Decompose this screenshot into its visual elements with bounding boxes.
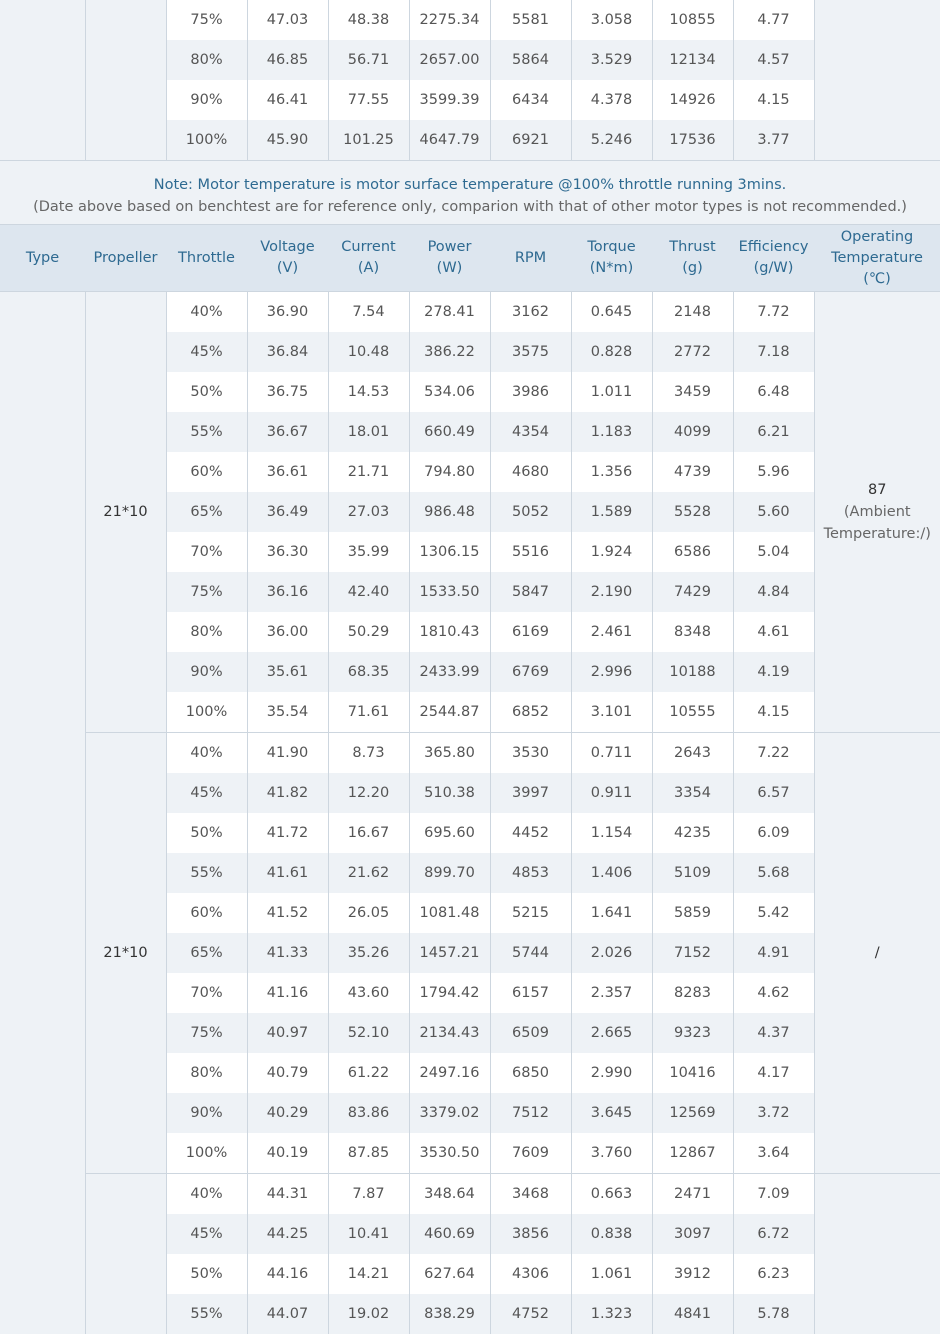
table-row xyxy=(0,0,940,40)
throttle-cell: 80% xyxy=(166,1053,247,1093)
data-cell: 5744 xyxy=(490,933,571,973)
data-cell: 2.026 xyxy=(571,933,652,973)
data-cell: 5859 xyxy=(652,893,733,933)
header-torque-unit: (N*m) xyxy=(590,260,634,276)
data-cell: 1.154 xyxy=(571,813,652,853)
data-cell: 44.07 xyxy=(247,1294,328,1334)
data-cell: 48.38 xyxy=(328,0,409,40)
data-cell: 6.23 xyxy=(733,1254,814,1294)
data-cell: 47.03 xyxy=(247,0,328,40)
data-cell: 10555 xyxy=(652,692,733,733)
data-cell: 3097 xyxy=(652,1214,733,1254)
data-cell: 348.64 xyxy=(409,1174,490,1215)
data-cell: 5.96 xyxy=(733,452,814,492)
data-cell: 83.86 xyxy=(328,1093,409,1133)
throttle-cell: 60% xyxy=(166,452,247,492)
data-cell: 365.80 xyxy=(409,733,490,774)
data-cell: 14926 xyxy=(652,80,733,120)
data-cell: 101.25 xyxy=(328,120,409,160)
data-cell: 627.64 xyxy=(409,1254,490,1294)
data-cell: 36.30 xyxy=(247,532,328,572)
data-cell: 5516 xyxy=(490,532,571,572)
temperature-value: 87 xyxy=(815,479,940,501)
data-cell: 3.645 xyxy=(571,1093,652,1133)
data-cell: 8.73 xyxy=(328,733,409,774)
data-cell: 46.85 xyxy=(247,40,328,80)
data-cell: 4.15 xyxy=(733,80,814,120)
data-cell: 18.01 xyxy=(328,412,409,452)
data-cell: 3.77 xyxy=(733,120,814,160)
header-torque-label: Torque xyxy=(587,239,635,255)
data-cell: 36.67 xyxy=(247,412,328,452)
header-current-unit: (A) xyxy=(358,260,379,276)
data-cell: 17536 xyxy=(652,120,733,160)
data-cell: 5.42 xyxy=(733,893,814,933)
throttle-cell: 75% xyxy=(166,0,247,40)
data-cell: 1.356 xyxy=(571,452,652,492)
data-cell: 36.49 xyxy=(247,492,328,532)
data-cell: 40.79 xyxy=(247,1053,328,1093)
data-cell: 4752 xyxy=(490,1294,571,1334)
data-cell: 386.22 xyxy=(409,332,490,372)
header-torque xyxy=(571,225,652,292)
data-cell: 61.22 xyxy=(328,1053,409,1093)
data-cell: 4841 xyxy=(652,1294,733,1334)
data-cell: 1306.15 xyxy=(409,532,490,572)
data-cell: 41.82 xyxy=(247,773,328,813)
top-table-body xyxy=(0,0,940,160)
throttle-cell: 45% xyxy=(166,332,247,372)
header-voltage-unit: (V) xyxy=(277,260,298,276)
data-cell: 1.183 xyxy=(571,412,652,452)
data-cell: 26.05 xyxy=(328,893,409,933)
data-cell: 5.68 xyxy=(733,853,814,893)
data-cell: 8283 xyxy=(652,973,733,1013)
data-cell: 36.90 xyxy=(247,292,328,333)
data-cell: 1.924 xyxy=(571,532,652,572)
data-cell: 27.03 xyxy=(328,492,409,532)
data-cell: 8348 xyxy=(652,612,733,652)
data-cell: 6.09 xyxy=(733,813,814,853)
data-cell: 3.760 xyxy=(571,1133,652,1174)
header-operating-temperature xyxy=(814,225,940,292)
throttle-cell: 70% xyxy=(166,973,247,1013)
data-cell: 6.21 xyxy=(733,412,814,452)
data-cell: 4.37 xyxy=(733,1013,814,1053)
data-cell: 4647.79 xyxy=(409,120,490,160)
data-cell: 1.641 xyxy=(571,893,652,933)
data-cell: 5581 xyxy=(490,0,571,40)
data-cell: 41.16 xyxy=(247,973,328,1013)
data-cell: 3599.39 xyxy=(409,80,490,120)
data-cell: 10416 xyxy=(652,1053,733,1093)
header-power-unit: (W) xyxy=(437,260,463,276)
data-cell: 12134 xyxy=(652,40,733,80)
data-cell: 50.29 xyxy=(328,612,409,652)
throttle-cell: 40% xyxy=(166,733,247,774)
data-cell: 4853 xyxy=(490,853,571,893)
throttle-cell: 80% xyxy=(166,40,247,80)
data-cell: 3.72 xyxy=(733,1093,814,1133)
data-cell: 21.62 xyxy=(328,853,409,893)
data-cell: 838.29 xyxy=(409,1294,490,1334)
table-row xyxy=(0,733,940,774)
data-cell: 1.589 xyxy=(571,492,652,532)
top-data-table xyxy=(0,0,940,160)
data-cell: 3575 xyxy=(490,332,571,372)
header-power xyxy=(409,225,490,292)
throttle-cell: 55% xyxy=(166,412,247,452)
temperature-cell xyxy=(814,733,940,1174)
type-cell xyxy=(0,292,85,1334)
data-cell: 43.60 xyxy=(328,973,409,1013)
data-cell: 5864 xyxy=(490,40,571,80)
data-cell: 3997 xyxy=(490,773,571,813)
data-cell: 2134.43 xyxy=(409,1013,490,1053)
data-cell: 4.378 xyxy=(571,80,652,120)
data-cell: 40.97 xyxy=(247,1013,328,1053)
data-cell: 36.16 xyxy=(247,572,328,612)
data-cell: 41.90 xyxy=(247,733,328,774)
throttle-cell: 75% xyxy=(166,572,247,612)
main-table-body xyxy=(0,292,940,1334)
data-cell: 45.90 xyxy=(247,120,328,160)
data-cell: 12569 xyxy=(652,1093,733,1133)
data-cell: 6.48 xyxy=(733,372,814,412)
data-cell: 2433.99 xyxy=(409,652,490,692)
note-section xyxy=(0,160,940,224)
data-cell: 4099 xyxy=(652,412,733,452)
data-cell: 10.48 xyxy=(328,332,409,372)
data-cell: 6.72 xyxy=(733,1214,814,1254)
data-cell: 2471 xyxy=(652,1174,733,1215)
data-cell: 35.99 xyxy=(328,532,409,572)
throttle-cell: 90% xyxy=(166,80,247,120)
data-cell: 40.29 xyxy=(247,1093,328,1133)
data-cell: 5109 xyxy=(652,853,733,893)
throttle-cell: 40% xyxy=(166,1174,247,1215)
header-efficiency-label: Efficiency xyxy=(739,239,809,255)
data-cell: 4452 xyxy=(490,813,571,853)
data-cell: 52.10 xyxy=(328,1013,409,1053)
data-cell: 510.38 xyxy=(409,773,490,813)
data-cell: 278.41 xyxy=(409,292,490,333)
temperature-cell xyxy=(814,1174,940,1334)
note-line-2: (Date above based on benchtest are for reference only, comparion with that of other motor types is not recommended.) xyxy=(0,196,940,218)
data-cell: 0.828 xyxy=(571,332,652,372)
throttle-cell: 65% xyxy=(166,933,247,973)
data-cell: 1.061 xyxy=(571,1254,652,1294)
throttle-cell: 45% xyxy=(166,773,247,813)
throttle-cell: 65% xyxy=(166,492,247,532)
data-cell: 7.72 xyxy=(733,292,814,333)
data-cell: 0.838 xyxy=(571,1214,652,1254)
data-cell: 6852 xyxy=(490,692,571,733)
throttle-cell: 50% xyxy=(166,372,247,412)
data-cell: 6157 xyxy=(490,973,571,1013)
propeller-cell: 21*10 xyxy=(85,292,166,733)
data-cell: 12.20 xyxy=(328,773,409,813)
data-cell: 14.21 xyxy=(328,1254,409,1294)
data-cell: 4.19 xyxy=(733,652,814,692)
data-cell: 5.60 xyxy=(733,492,814,532)
data-cell: 10.41 xyxy=(328,1214,409,1254)
throttle-cell: 100% xyxy=(166,1133,247,1174)
data-cell: 41.72 xyxy=(247,813,328,853)
data-cell: 2544.87 xyxy=(409,692,490,733)
table-row xyxy=(0,1174,940,1215)
data-cell: 1.406 xyxy=(571,853,652,893)
ambient-temperature-note: (Ambient xyxy=(815,501,940,523)
data-cell: 3986 xyxy=(490,372,571,412)
data-cell: 40.19 xyxy=(247,1133,328,1174)
data-cell: 6850 xyxy=(490,1053,571,1093)
data-cell: 35.54 xyxy=(247,692,328,733)
data-cell: 6.57 xyxy=(733,773,814,813)
data-cell: 41.61 xyxy=(247,853,328,893)
data-cell: 1457.21 xyxy=(409,933,490,973)
throttle-cell: 60% xyxy=(166,893,247,933)
throttle-cell: 55% xyxy=(166,853,247,893)
header-efficiency-unit: (g/W) xyxy=(754,260,794,276)
data-cell: 14.53 xyxy=(328,372,409,412)
data-cell: 36.61 xyxy=(247,452,328,492)
data-cell: 899.70 xyxy=(409,853,490,893)
data-cell: 3912 xyxy=(652,1254,733,1294)
data-cell: 4.15 xyxy=(733,692,814,733)
data-cell: 44.25 xyxy=(247,1214,328,1254)
data-cell: 4.61 xyxy=(733,612,814,652)
data-cell: 16.67 xyxy=(328,813,409,853)
header-type: Type xyxy=(0,225,85,292)
data-cell: 3.529 xyxy=(571,40,652,80)
header-current-label: Current xyxy=(341,239,395,255)
throttle-cell: 55% xyxy=(166,1294,247,1334)
data-cell: 4739 xyxy=(652,452,733,492)
data-cell: 2497.16 xyxy=(409,1053,490,1093)
data-cell: 5052 xyxy=(490,492,571,532)
header-voltage-label: Voltage xyxy=(260,239,314,255)
data-cell: 2643 xyxy=(652,733,733,774)
data-cell: 1794.42 xyxy=(409,973,490,1013)
data-cell: 7.87 xyxy=(328,1174,409,1215)
data-cell: 7609 xyxy=(490,1133,571,1174)
header-thrust-unit: (g) xyxy=(682,260,703,276)
data-cell: 68.35 xyxy=(328,652,409,692)
data-cell: 1533.50 xyxy=(409,572,490,612)
data-cell: 3.64 xyxy=(733,1133,814,1174)
data-cell: 5.78 xyxy=(733,1294,814,1334)
data-cell: 660.49 xyxy=(409,412,490,452)
throttle-cell: 90% xyxy=(166,1093,247,1133)
data-cell: 4.57 xyxy=(733,40,814,80)
data-cell: 41.52 xyxy=(247,893,328,933)
data-cell: 3162 xyxy=(490,292,571,333)
data-cell: 4680 xyxy=(490,452,571,492)
main-data-table xyxy=(0,224,940,1334)
data-cell: 10188 xyxy=(652,652,733,692)
data-cell: 5847 xyxy=(490,572,571,612)
data-cell: 0.645 xyxy=(571,292,652,333)
propeller-cell xyxy=(85,0,166,160)
propeller-cell xyxy=(85,1174,166,1334)
data-cell: 4354 xyxy=(490,412,571,452)
data-cell: 4.17 xyxy=(733,1053,814,1093)
data-cell: 7.18 xyxy=(733,332,814,372)
data-cell: 6434 xyxy=(490,80,571,120)
data-cell: 71.61 xyxy=(328,692,409,733)
data-cell: 6921 xyxy=(490,120,571,160)
data-cell: 460.69 xyxy=(409,1214,490,1254)
table-header-row xyxy=(0,225,940,292)
data-cell: 1810.43 xyxy=(409,612,490,652)
data-cell: 35.26 xyxy=(328,933,409,973)
throttle-cell: 50% xyxy=(166,1254,247,1294)
throttle-cell: 100% xyxy=(166,120,247,160)
data-cell: 44.31 xyxy=(247,1174,328,1215)
data-cell: 87.85 xyxy=(328,1133,409,1174)
data-cell: 7.54 xyxy=(328,292,409,333)
header-current xyxy=(328,225,409,292)
data-cell: 56.71 xyxy=(328,40,409,80)
data-cell: 3530 xyxy=(490,733,571,774)
data-cell: 5.04 xyxy=(733,532,814,572)
data-cell: 534.06 xyxy=(409,372,490,412)
header-power-label: Power xyxy=(428,239,472,255)
throttle-cell: 80% xyxy=(166,612,247,652)
data-cell: 1.323 xyxy=(571,1294,652,1334)
data-cell: 77.55 xyxy=(328,80,409,120)
data-cell: 5528 xyxy=(652,492,733,532)
data-cell: 2275.34 xyxy=(409,0,490,40)
data-cell: 10855 xyxy=(652,0,733,40)
data-cell: 7429 xyxy=(652,572,733,612)
data-cell: 794.80 xyxy=(409,452,490,492)
note-line-1: Note: Motor temperature is motor surface temperature @100% throttle running 3mins. xyxy=(0,174,940,196)
data-cell: 0.911 xyxy=(571,773,652,813)
header-efficiency xyxy=(733,225,814,292)
data-cell: 21.71 xyxy=(328,452,409,492)
data-cell: 3856 xyxy=(490,1214,571,1254)
data-cell: 4235 xyxy=(652,813,733,853)
data-cell: 0.711 xyxy=(571,733,652,774)
data-cell: 4.84 xyxy=(733,572,814,612)
throttle-cell: 50% xyxy=(166,813,247,853)
data-cell: 7.09 xyxy=(733,1174,814,1215)
data-cell: 36.00 xyxy=(247,612,328,652)
data-cell: 6169 xyxy=(490,612,571,652)
propeller-cell: 21*10 xyxy=(85,733,166,1174)
throttle-cell: 90% xyxy=(166,652,247,692)
data-cell: 44.16 xyxy=(247,1254,328,1294)
data-cell: 46.41 xyxy=(247,80,328,120)
data-cell: 2148 xyxy=(652,292,733,333)
header-temp-line-1: Operating xyxy=(841,229,914,245)
temperature-cell xyxy=(814,292,940,733)
data-cell: 19.02 xyxy=(328,1294,409,1334)
header-throttle: Throttle xyxy=(166,225,247,292)
data-cell: 9323 xyxy=(652,1013,733,1053)
data-cell: 6586 xyxy=(652,532,733,572)
data-cell: 0.663 xyxy=(571,1174,652,1215)
header-voltage xyxy=(247,225,328,292)
data-cell: 3354 xyxy=(652,773,733,813)
table-row xyxy=(0,292,940,333)
data-cell: 6769 xyxy=(490,652,571,692)
type-cell xyxy=(0,0,85,160)
data-cell: 2.996 xyxy=(571,652,652,692)
data-cell: 2.665 xyxy=(571,1013,652,1053)
data-cell: 12867 xyxy=(652,1133,733,1174)
data-cell: 3379.02 xyxy=(409,1093,490,1133)
data-cell: 3468 xyxy=(490,1174,571,1215)
throttle-cell: 100% xyxy=(166,692,247,733)
data-cell: 3.101 xyxy=(571,692,652,733)
data-cell: 35.61 xyxy=(247,652,328,692)
data-cell: 4.62 xyxy=(733,973,814,1013)
data-cell: 3459 xyxy=(652,372,733,412)
data-cell: 42.40 xyxy=(328,572,409,612)
data-cell: 4.91 xyxy=(733,933,814,973)
data-cell: 2.990 xyxy=(571,1053,652,1093)
data-cell: 41.33 xyxy=(247,933,328,973)
header-thrust xyxy=(652,225,733,292)
data-cell: 1.011 xyxy=(571,372,652,412)
data-cell: 695.60 xyxy=(409,813,490,853)
throttle-cell: 75% xyxy=(166,1013,247,1053)
data-cell: 7512 xyxy=(490,1093,571,1133)
header-rpm: RPM xyxy=(490,225,571,292)
data-cell: 7152 xyxy=(652,933,733,973)
data-cell: 2657.00 xyxy=(409,40,490,80)
throttle-cell: 70% xyxy=(166,532,247,572)
data-cell: 7.22 xyxy=(733,733,814,774)
header-thrust-label: Thrust xyxy=(669,239,715,255)
header-temp-line-3: (℃) xyxy=(863,271,891,287)
data-cell: 3.058 xyxy=(571,0,652,40)
data-cell: 2.357 xyxy=(571,973,652,1013)
throttle-cell: 45% xyxy=(166,1214,247,1254)
ambient-temperature-value: Temperature:/) xyxy=(815,523,940,545)
data-cell: 3530.50 xyxy=(409,1133,490,1174)
data-cell: 6509 xyxy=(490,1013,571,1053)
data-cell: 5215 xyxy=(490,893,571,933)
temperature-value: / xyxy=(815,942,940,964)
data-cell: 36.84 xyxy=(247,332,328,372)
data-cell: 2772 xyxy=(652,332,733,372)
data-cell: 2.461 xyxy=(571,612,652,652)
throttle-cell: 40% xyxy=(166,292,247,333)
header-propeller: Propeller xyxy=(85,225,166,292)
data-cell: 5.246 xyxy=(571,120,652,160)
temperature-cell xyxy=(814,0,940,160)
data-cell: 1081.48 xyxy=(409,893,490,933)
data-cell: 4.77 xyxy=(733,0,814,40)
data-cell: 986.48 xyxy=(409,492,490,532)
data-cell: 4306 xyxy=(490,1254,571,1294)
header-temp-line-2: Temperature xyxy=(831,250,923,266)
data-cell: 2.190 xyxy=(571,572,652,612)
data-cell: 36.75 xyxy=(247,372,328,412)
